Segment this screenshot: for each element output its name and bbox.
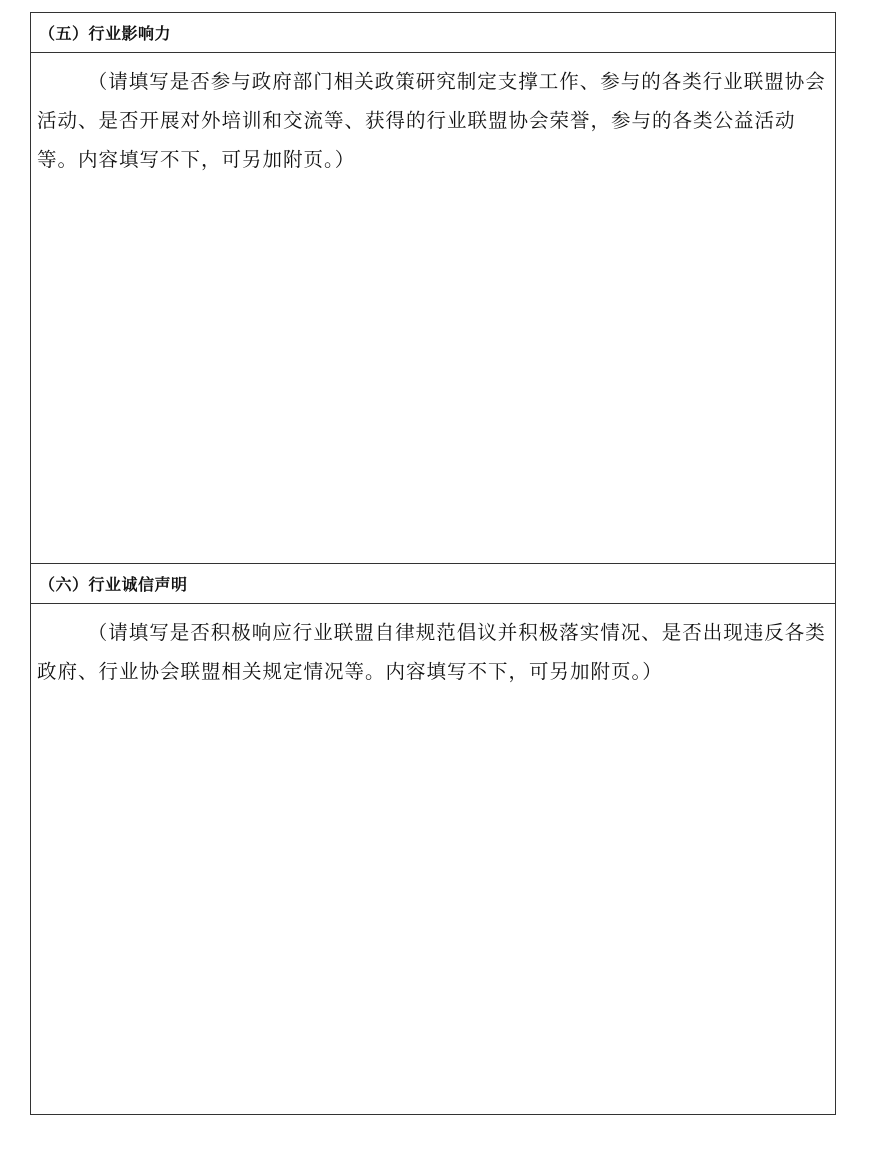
section-heading-industry-influence (31, 13, 835, 53)
section-body-integrity-statement[interactable] (31, 604, 835, 1114)
section-heading-integrity-statement (31, 564, 835, 604)
section-instruction-text: （请填写是否积极响应行业联盟自律规范倡议并积极落实情况、是否出现违反各类政府、行业协会联盟相关规定情况等。内容填写不下，可另加附页。） (37, 621, 826, 683)
section-heading-text: （六）行业诚信声明 (39, 575, 188, 594)
section-heading-text: （五）行业影响力 (39, 24, 172, 43)
section-instruction-text: （请填写是否参与政府部门相关政策研究制定支撑工作、参与的各类行业联盟协会活动、是否开展对外培训和交流等、获得的行业联盟协会荣誉，参与的各类公益活动等。内容填写不下，可另加附页。） (37, 70, 826, 171)
application-form-table (30, 12, 836, 1115)
section-body-industry-influence[interactable] (31, 53, 835, 564)
